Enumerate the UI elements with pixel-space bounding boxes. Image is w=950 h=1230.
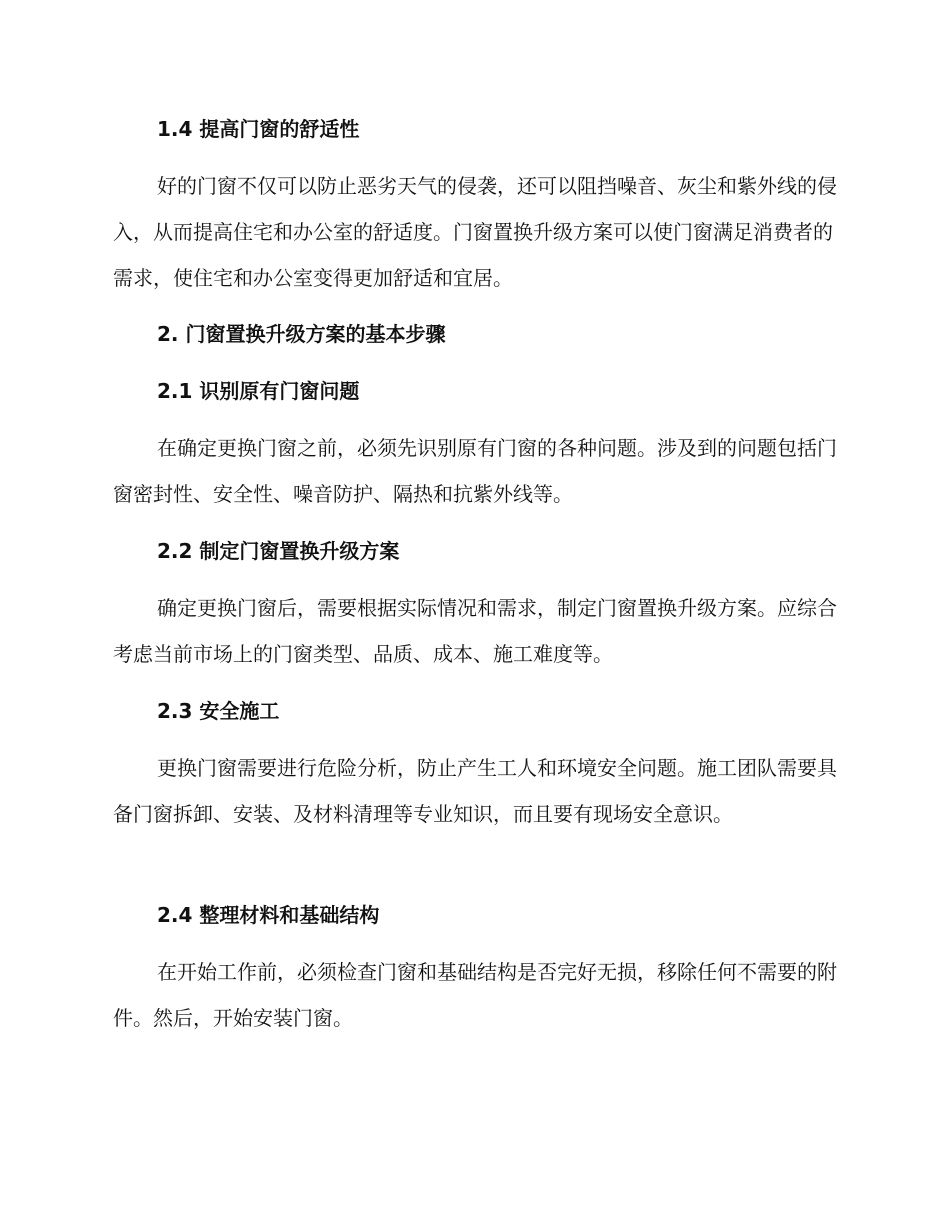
section-paragraph-2-3: 更换门窗需要进行危险分析，防止产生工人和环境安全问题。施工团队需要具备门窗拆卸、安装、及材料清理等专业知识，而且要有现场安全意识。 — [113, 756, 837, 826]
section-heading-2-3: 2.3 安全施工 — [157, 699, 280, 723]
section-heading-2-2: 2.2 制定门窗置换升级方案 — [157, 539, 400, 563]
section-heading-2-4: 2.4 整理材料和基础结构 — [157, 903, 380, 927]
section-heading-2: 2. 门窗置换升级方案的基本步骤 — [157, 322, 446, 346]
section-paragraph-2-4: 在开始工作前，必须检查门窗和基础结构是否完好无损，移除任何不需要的附件。然后，开始安装门窗。 — [113, 960, 837, 1030]
section-heading-1-4: 1.4 提高门窗的舒适性 — [157, 117, 360, 141]
section-paragraph-2-2: 确定更换门窗后，需要根据实际情况和需求，制定门窗置换升级方案。应综合考虑当前市场上的门窗类型、品质、成本、施工难度等。 — [113, 596, 837, 666]
section-heading-2-1: 2.1 识别原有门窗问题 — [157, 379, 360, 403]
section-paragraph-2-1: 在确定更换门窗之前，必须先识别原有门窗的各种问题。涉及到的问题包括门窗密封性、安全性、噪音防护、隔热和抗紫外线等。 — [113, 436, 837, 506]
section-paragraph-1-4: 好的门窗不仅可以防止恶劣天气的侵袭，还可以阻挡噪音、灰尘和紫外线的侵入，从而提高住宅和办公室的舒适度。门窗置换升级方案可以使门窗满足消费者的需求，使住宅和办公室变得更加舒适和宜居。 — [113, 174, 837, 290]
